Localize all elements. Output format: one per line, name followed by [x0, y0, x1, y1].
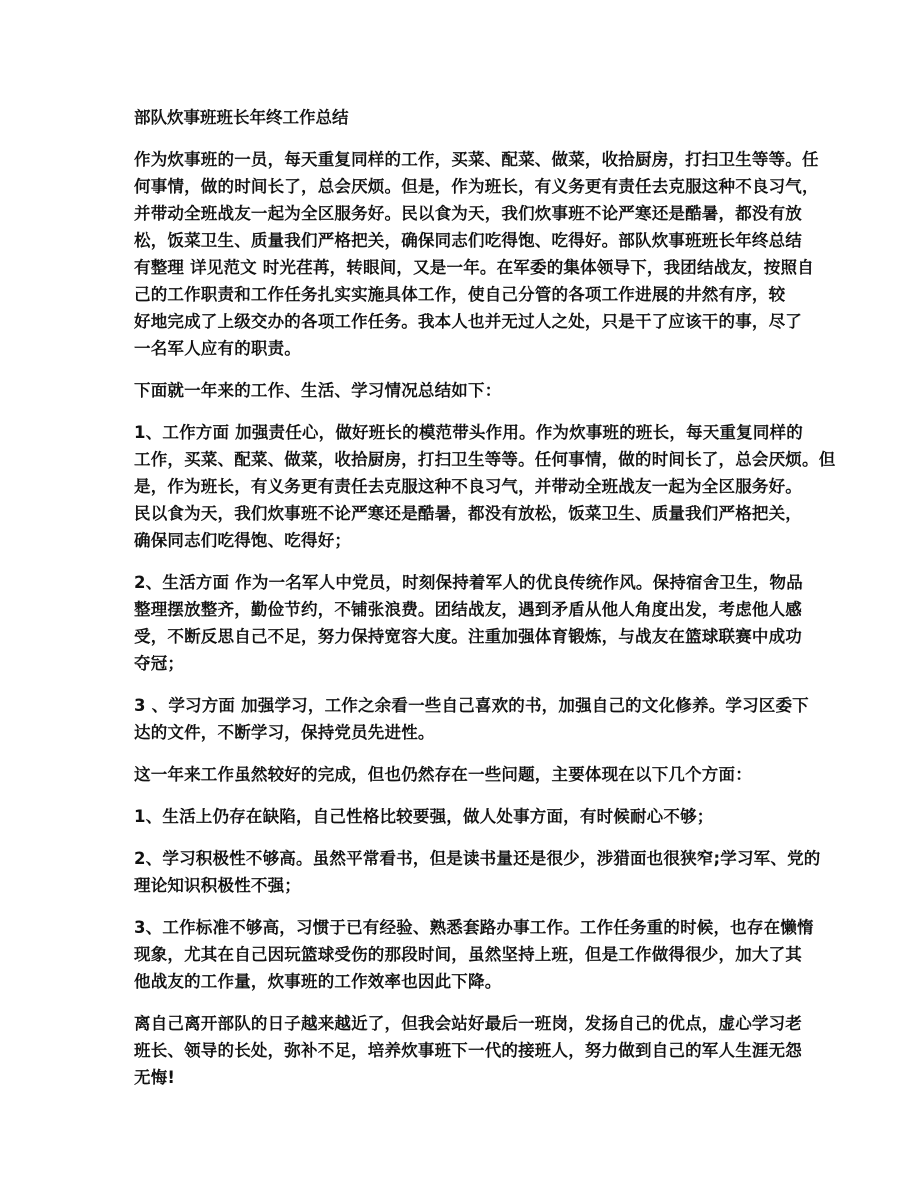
- paragraph-problem-3: [134, 914, 814, 995]
- text-line: 并带动全班战友一起为全区服务好。民以食为天，我们炊事班不论严寒还是酷暑，都没有放: [134, 204, 802, 223]
- text-line: 2、生活方面 作为一名军人中党员，时刻保持着军人的优良传统作风。保持宿舍卫生，物品: [134, 573, 803, 592]
- paragraph-study-aspect: [134, 692, 809, 746]
- text-line: 确保同志们吃得饱、吃得好；: [134, 531, 352, 550]
- text-line: 作为炊事班的一员，每天重复同样的工作，买菜、配菜、做菜，收拾厨房，打扫卫生等等。任: [134, 150, 819, 169]
- text-line: 3、工作标准不够高，习惯于已有经验、熟悉套路办事工作。工作任务重的时候，也存在懒惰: [134, 918, 814, 937]
- text-line: 达的文件，不断学习，保持党员先进性。: [134, 723, 435, 742]
- text-line: 下面就一年来的工作、生活、学习情况总结如下：: [134, 381, 502, 400]
- document-title: 部队炊事班班长年终工作总结: [134, 108, 349, 127]
- paragraph-problem-1: [134, 803, 794, 830]
- text-line: 3 、学习方面 加强学习，工作之余看一些自己喜欢的书，加强自己的文化修养。学习区委下: [134, 696, 809, 715]
- paragraph-summary-heading: [134, 377, 794, 404]
- text-line: 受，不断反思自己不足，努力保持宽容大度。注重加强体育锻炼，与战友在篮球联赛中成功: [134, 627, 802, 646]
- text-line: 一名军人应有的职责。: [134, 339, 301, 358]
- text-line: 1、生活上仍存在缺陷，自己性格比较要强，做人处事方面，有时候耐心不够；: [134, 807, 714, 826]
- text-line: 他战友的工作量，炊事班的工作效率也因此下降。: [134, 972, 502, 991]
- paragraph-intro: [134, 146, 819, 362]
- text-line: 夺冠；: [134, 654, 185, 673]
- paragraph-life-aspect: [134, 569, 803, 677]
- text-line: 己的工作职责和工作任务扎实实施具体工作，使自己分管的各项工作进展的井然有序，较: [134, 285, 786, 304]
- text-line: 2、学习积极性不够高。虽然平常看书，但是读书量还是很少，涉猎面也很狭窄;学习军、党的: [134, 849, 821, 868]
- text-line: 整理摆放整齐，勤俭节约，不铺张浪费。团结战友，遇到矛盾从他人角度出发，考虑他人感: [134, 600, 802, 619]
- text-line: 民以食为天，我们炊事班不论严寒还是酷暑，都没有放松，饭菜卫生、质量我们严格把关，: [134, 504, 802, 523]
- text-line: 松，饭菜卫生、质量我们严格把关，确保同志们吃得饱、吃得好。部队炊事班班长年终总结: [134, 231, 802, 250]
- document-page: [134, 104, 836, 1106]
- text-line: 有整理 详见范文 时光荏苒，转眼间，又是一年。在军委的集体领导下，我团结战友，按照自: [134, 258, 814, 277]
- text-line: 班长、领导的长处，弥补不足，培养炊事班下一代的接班人，努力做到自己的军人生涯无怨: [134, 1041, 802, 1060]
- text-line: 无悔!: [134, 1068, 176, 1087]
- text-line: 何事情，做的时间长了，总会厌烦。但是，作为班长，有义务更有责任去克服这种不良习气，: [134, 177, 819, 196]
- text-line: 1、工作方面 加强责任心，做好班长的模范带头作用。作为炊事班的班长，每天重复同样的: [134, 423, 803, 442]
- text-line: 好地完成了上级交办的各项工作任务。我本人也并无过人之处，只是干了应该干的事，尽了: [134, 312, 802, 331]
- paragraph-conclusion: [134, 1010, 802, 1091]
- text-line: 工作，买菜、配菜、做菜，收拾厨房，打扫卫生等等。任何事情，做的时间长了，总会厌烦。但: [134, 450, 836, 469]
- paragraph-work-aspect: [134, 419, 836, 554]
- text-line: 这一年来工作虽然较好的完成，但也仍然存在一些问题，主要体现在以下几个方面：: [134, 765, 752, 784]
- text-line: 理论知识积极性不强；: [134, 876, 301, 895]
- paragraph-problems-heading: [134, 761, 794, 788]
- paragraph-problem-2: [134, 845, 821, 899]
- text-line: 离自己离开部队的日子越来越近了，但我会站好最后一班岗，发扬自己的优点，虚心学习老: [134, 1014, 802, 1033]
- text-line: 现象，尤其在自己因玩篮球受伤的那段时间，虽然坚持上班，但是工作做得很少，加大了其: [134, 945, 802, 964]
- text-line: 是，作为班长，有义务更有责任去克服这种不良习气，并带动全班战友一起为全区服务好。: [134, 477, 802, 496]
